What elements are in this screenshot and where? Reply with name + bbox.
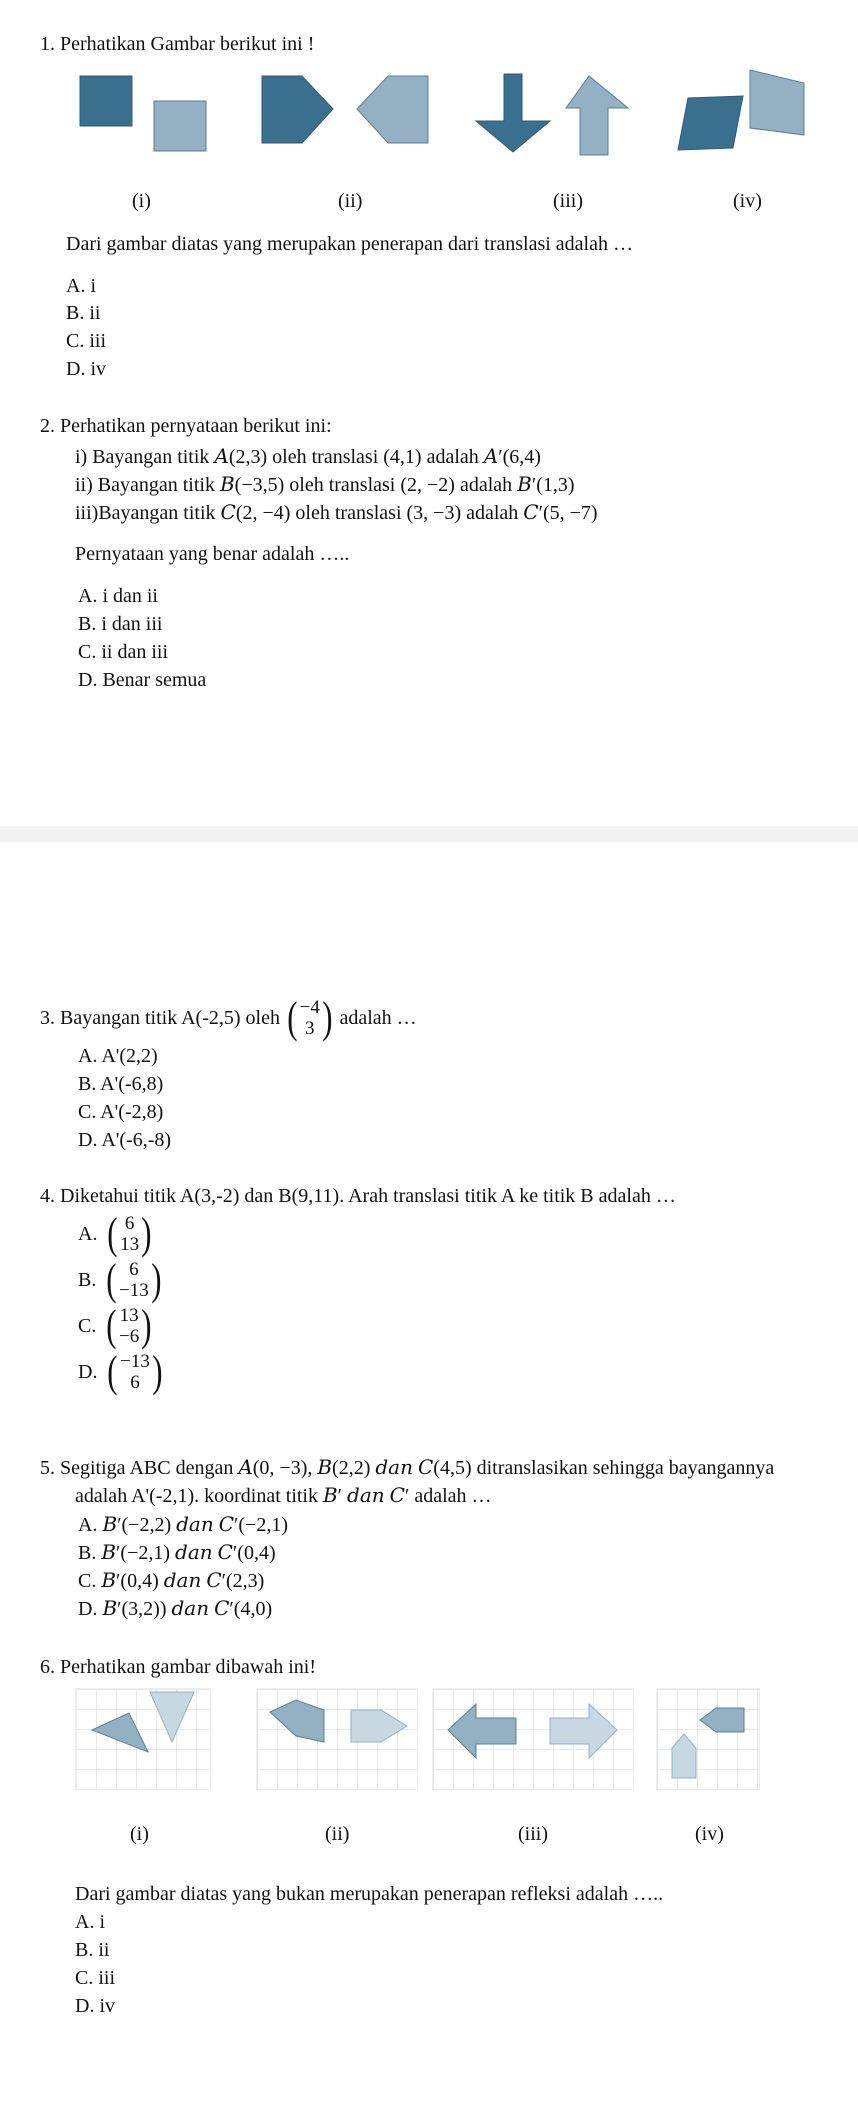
q1-fig3-up-arrow [566,76,628,155]
page-break [0,826,858,842]
q3-option-c[interactable]: C. A'(-2,8) [78,1101,164,1123]
q1-label-ii: (ii) [338,190,363,212]
q4-option-c-top: 13 [119,1305,139,1326]
q1-title: 1. Perhatikan Gambar berikut ini ! [40,33,315,55]
q4-option-a[interactable]: A. ( 6 13 ) [78,1209,152,1258]
q3-option-b[interactable]: B. A'(-6,8) [78,1073,164,1095]
q3-vector-bottom: 3 [304,1018,315,1039]
q6-fig3-right-arrow [550,1704,617,1758]
q1-figures [0,66,858,216]
q3-option-a[interactable]: A. A'(2,2) [78,1045,158,1067]
q4-option-b-letter: B. [78,1268,97,1291]
q3-vector: ( −4 3 ) [287,993,333,1042]
q6-fig1-light-triangle [150,1692,194,1742]
q4-option-c[interactable]: C. ( 13 −6 ) [78,1301,152,1350]
q5-option-a[interactable]: A. 𝐵′(−2,2) 𝑑𝑎𝑛 𝐶′(−2,1) [78,1514,288,1536]
q4-title: 4. Diketahui titik A(3,-2) dan B(9,11). Arah translasi titik A ke titik B adalah … [40,1185,676,1207]
q6-fig1-dark-triangle [92,1713,148,1752]
q1-option-b[interactable]: B. ii [66,302,101,324]
q2-statement-i: i) Bayangan titik 𝐴(2,3) oleh translasi (4,1) adalah 𝐴′(6,4) [75,446,541,468]
q1-option-d[interactable]: D. iv [66,358,106,380]
q6-label-i: (i) [130,1823,149,1845]
q6-prompt: Dari gambar diatas yang bukan merupakan penerapan refleksi adalah ….. [75,1883,664,1905]
q1-fig1-dark-square [80,76,132,126]
q4-option-d-bottom: 6 [130,1372,140,1393]
q1-fig3-down-arrow [476,74,550,152]
q1-option-a[interactable]: A. i [66,275,96,297]
q4-option-b-bottom: −13 [119,1280,149,1301]
q6-label-iii: (iii) [518,1823,548,1845]
q6-title: 6. Perhatikan gambar dibawah ini! [40,1656,317,1678]
q6-fig2-light-pentagon [351,1710,407,1742]
q6-label-iv: (iv) [695,1823,724,1845]
q6-fig2-dark-pentagon [270,1700,324,1742]
q1-label-iii: (iii) [553,190,583,212]
q1-label-i: (i) [132,190,151,212]
q4-option-a-letter: A. [78,1222,98,1245]
q4-option-a-top: 6 [124,1213,135,1234]
q6-fig3-left-arrow [448,1704,516,1758]
q1-prompt: Dari gambar diatas yang merupakan penerapan dari translasi adalah … [66,233,633,255]
q2-option-d[interactable]: D. Benar semua [78,669,207,691]
q1-fig4-light-quad [750,70,804,135]
q3-option-d[interactable]: D. A'(-6,-8) [78,1129,172,1151]
q2-option-b[interactable]: B. i dan iii [78,613,163,635]
q2-option-c[interactable]: C. ii dan iii [78,641,168,663]
q6-fig4-light-house [672,1734,696,1778]
q6-option-a[interactable]: A. i [75,1911,105,1933]
q1-fig1-light-square [154,101,206,151]
q5-option-d[interactable]: D. 𝐵′(3,2)) 𝑑𝑎𝑛 𝐶′(4,0) [78,1598,273,1620]
q5-option-c[interactable]: C. 𝐵′(0,4) 𝑑𝑎𝑛 𝐶′(2,3) [78,1570,265,1592]
q6-option-c[interactable]: C. iii [75,1967,116,1989]
q1-label-iv: (iv) [733,190,762,212]
q6-fig4-dark-arrow [700,1708,744,1732]
q1-fig2-dark-pentagon [262,76,333,143]
q4-option-d-letter: D. [78,1360,98,1383]
q5-line1: 5. Segitiga ABC dengan 𝐴(0, −3), 𝐵(2,2) 𝑑𝑎𝑛 𝐶(4,5) ditranslasikan sehingga bayangannya [40,1457,775,1479]
q3-title-post: adalah … [339,1006,417,1029]
q4-option-a-bottom: 13 [120,1234,140,1255]
q2-option-a[interactable]: A. i dan ii [78,585,158,607]
q1-fig2-light-pentagon [357,76,428,143]
q5-option-b[interactable]: B. 𝐵′(−2,1) 𝑑𝑎𝑛 𝐶′(0,4) [78,1542,276,1564]
q6-figures [0,1688,858,1798]
q6-option-b[interactable]: B. ii [75,1939,110,1961]
q4-option-c-letter: C. [78,1314,97,1337]
q3-title [40,993,417,1042]
q2-statement-iii: iii)Bayangan titik 𝐶(2, −4) oleh translasi (3, −3) adalah 𝐶′(5, −7) [75,502,598,524]
q2-statement-ii: ii) Bayangan titik 𝐵(−3,5) oleh translasi (2, −2) adalah 𝐵′(1,3) [75,474,575,496]
q4-option-d[interactable]: D. ( −13 6 ) [78,1347,163,1396]
q4-option-b-top: 6 [129,1259,139,1280]
q4-option-d-top: −13 [120,1351,150,1372]
q1-option-c[interactable]: C. iii [66,330,107,352]
q5-line2: adalah A'(-2,1). koordinat titik 𝐵′ 𝑑𝑎𝑛 𝐶′ adalah … [75,1485,492,1507]
q6-label-ii: (ii) [325,1823,350,1845]
q6-option-d[interactable]: D. iv [75,1995,115,2017]
q2-prompt: Pernyataan yang benar adalah ….. [75,543,350,565]
q2-title: 2. Perhatikan pernyataan berikut ini: [40,415,332,437]
q4-option-c-bottom: −6 [119,1326,140,1347]
q1-fig4-dark-parallelogram [678,96,743,150]
q3-title-pre: 3. Bayangan titik A(-2,5) oleh [40,1006,280,1029]
q3-vector-top: −4 [299,997,320,1018]
q4-option-b[interactable]: B. ( 6 −13 ) [78,1255,162,1304]
